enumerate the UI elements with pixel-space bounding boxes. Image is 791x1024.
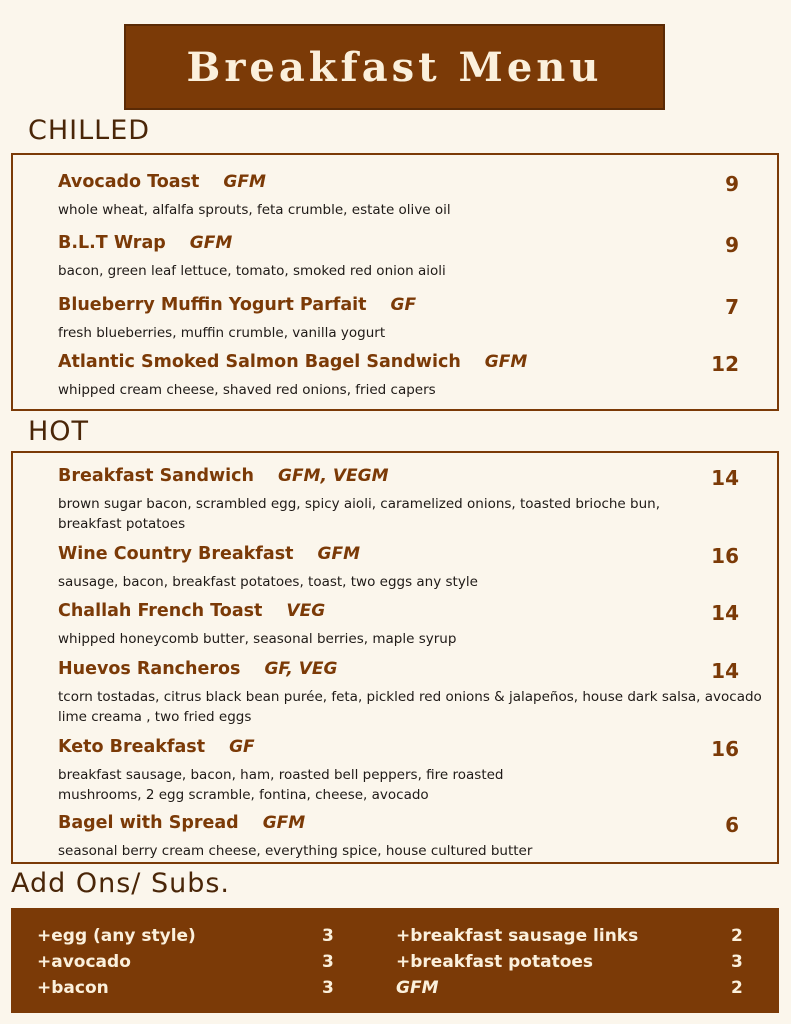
item-name: Challah French Toast	[58, 601, 263, 621]
section-heading-addons: Add Ons/ Subs.	[11, 868, 231, 899]
section-heading-chilled: CHILLED	[28, 115, 151, 146]
item-price: 9	[725, 233, 739, 257]
addon-price: 3	[322, 926, 334, 946]
addon-label: GFM	[396, 978, 439, 998]
menu-title-banner	[124, 24, 665, 110]
item-price: 14	[711, 601, 739, 625]
addon-price: 2	[731, 926, 743, 946]
item-description: brown sugar bacon, scrambled egg, spicy aioli, caramelized onions, toasted brioche bun, breakfast potatoes	[58, 496, 660, 532]
item-price: 16	[711, 737, 739, 761]
item-tag: GFM	[262, 813, 306, 833]
chilled-section	[11, 153, 779, 411]
addon-price: 3	[322, 952, 334, 972]
addon-price: 2	[731, 978, 743, 998]
item-name: Bagel with Spread	[58, 813, 239, 833]
item-name: Wine Country Breakfast	[58, 544, 294, 564]
item-tag: GFM	[223, 172, 266, 192]
item-price: 14	[711, 659, 739, 683]
addon-label: +breakfast sausage links	[396, 926, 639, 946]
addon-label: +bacon	[37, 978, 109, 998]
addon-price: 3	[322, 978, 334, 998]
item-price: 14	[711, 466, 739, 490]
item-name: B.L.T Wrap	[58, 233, 166, 253]
addon-label: +egg (any style)	[37, 926, 196, 946]
item-name: Avocado Toast	[58, 172, 200, 192]
addon-label: +avocado	[37, 952, 131, 972]
item-name: Breakfast Sandwich	[58, 466, 254, 486]
item-description: tcorn tostadas, citrus black bean purée, feta, pickled red onions & jalapeños, house dark salsa, avocado lime creama , two fried eggs	[58, 689, 762, 725]
item-tag: GF	[229, 737, 255, 757]
item-price: 6	[725, 813, 739, 837]
item-tag: GF, VEG	[264, 659, 338, 679]
item-description: breakfast sausage, bacon, ham, roasted bell peppers, fire roasted mushrooms, 2 egg scramble, fontina, cheese, avocado	[58, 767, 504, 803]
item-tag: GFM	[317, 544, 360, 564]
item-price: 9	[725, 172, 739, 196]
item-tag: VEG	[286, 601, 326, 621]
item-description: fresh blueberries, muffin crumble, vanilla yogurt	[58, 325, 386, 341]
item-name: Blueberry Muffin Yogurt Parfait	[58, 295, 367, 315]
item-tag: GFM	[484, 352, 528, 372]
item-name: Keto Breakfast	[58, 737, 206, 757]
item-tag: GFM	[189, 233, 233, 253]
item-description: whipped honeycomb butter, seasonal berries, maple syrup	[58, 631, 457, 647]
item-price: 16	[711, 544, 739, 568]
item-name: Huevos Rancheros	[58, 659, 241, 679]
item-name: Atlantic Smoked Salmon Bagel Sandwich	[58, 352, 461, 372]
section-heading-hot: HOT	[28, 416, 90, 447]
item-description: sausage, bacon, breakfast potatoes, toast, two eggs any style	[58, 574, 478, 590]
hot-section	[11, 451, 779, 864]
item-price: 12	[711, 352, 739, 376]
item-tag: GFM, VEGM	[277, 466, 389, 486]
addon-label: +breakfast potatoes	[396, 952, 594, 972]
item-description: bacon, green leaf lettuce, tomato, smoked red onion aioli	[58, 263, 446, 279]
addon-price: 3	[731, 952, 743, 972]
item-description: whipped cream cheese, shaved red onions, fried capers	[58, 382, 436, 398]
item-description: whole wheat, alfalfa sprouts, feta crumble, estate olive oil	[58, 202, 451, 218]
item-description: seasonal berry cream cheese, everything spice, house cultured butter	[58, 843, 533, 859]
addons-section	[11, 908, 779, 1013]
item-price: 7	[725, 295, 739, 319]
item-tag: GF	[390, 295, 417, 315]
menu-title: Breakfast Menu	[186, 43, 603, 91]
